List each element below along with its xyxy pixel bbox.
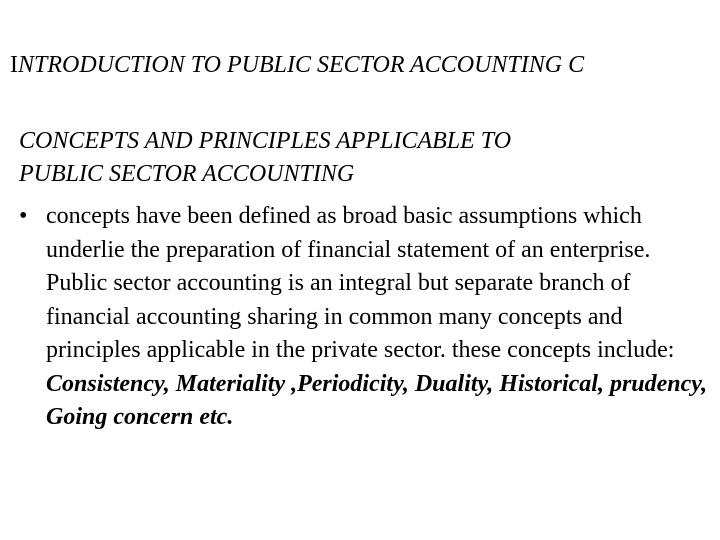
title-text: NTRODUCTION TO PUBLIC SECTOR ACCOUNTING C [18, 52, 585, 78]
bullet-emphasis: Consistency, Materiality ,Periodicity, Duality, Historical, prudency, Going concern etc. [46, 370, 708, 430]
title-first-letter: I [10, 52, 18, 78]
bullet-item [19, 200, 709, 435]
section-heading-line-2: PUBLIC SECTOR ACCOUNTING [19, 161, 355, 187]
section-heading-line-1: CONCEPTS AND PRINCIPLES APPLICABLE TO [19, 128, 512, 154]
bullet-icon: • [19, 203, 28, 229]
bullet-text [46, 200, 709, 435]
bullet-body: concepts have been defined as broad basic assumptions which underlie the preparation of financial statement of an enterprise. Public sector accounting is an integral but separate branch of financial accounting sharing in common many concepts and principles applicable in the private sector. these concepts include: [46, 203, 675, 363]
section-heading [19, 125, 709, 191]
slide-title [10, 50, 720, 80]
